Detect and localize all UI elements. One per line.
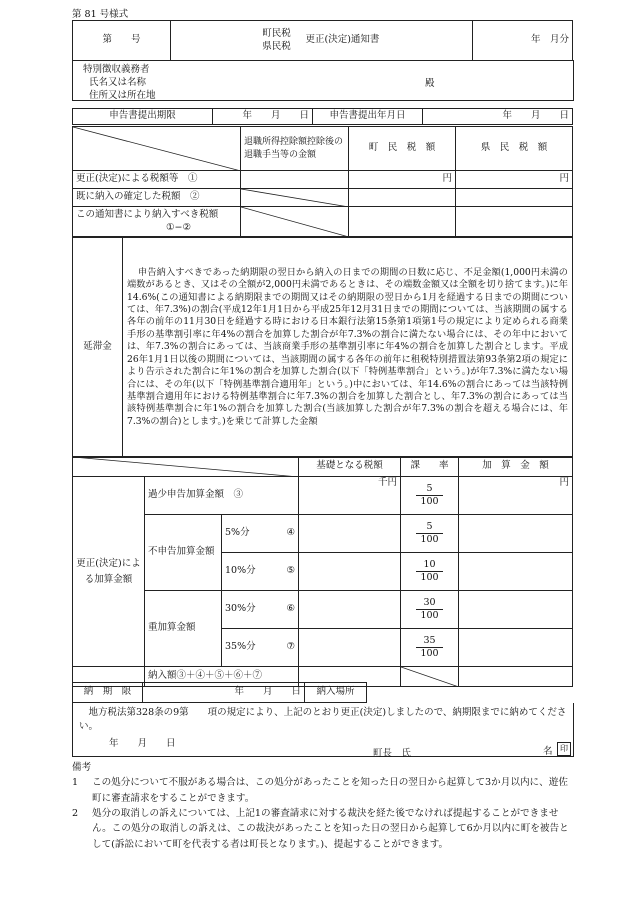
amount-row-label: この通知書により納入すべき税額 ①−② bbox=[73, 207, 241, 237]
surcharge-group-label: 更正(決定)による加算金額 bbox=[73, 477, 145, 667]
submitted-date-value: 年 月 日 bbox=[423, 109, 573, 125]
address-label: 住所又は所在地 bbox=[89, 90, 156, 101]
surcharge-table bbox=[72, 456, 572, 687]
rate-portion-label: 5%分 ④ bbox=[222, 515, 299, 553]
unit-thousand-yen: 千円 bbox=[299, 477, 401, 515]
under-reporting-label: 過少申告加算金額 ③ bbox=[145, 477, 299, 515]
unit-yen: 円 bbox=[456, 171, 573, 189]
document-title: 更正(決定)通知書 bbox=[303, 21, 473, 61]
remark-item: 2 処分の取消しの訴えについては、上記1の審査請求に対する裁決を経た後でなければ提起することができません。この処分の取消しの訴えは、この裁決があったことを知った日の翌日から起算して6か月以内に町を被告として(訴訟において町を代表する者は町長となります。)、提起することができます。 bbox=[72, 808, 569, 850]
filing-deadline-date: 年 月 日 bbox=[213, 109, 313, 125]
diagonal-line bbox=[241, 207, 349, 237]
surcharge-amount-header: 加 算 金 額 bbox=[459, 457, 573, 477]
unit-yen: 円 bbox=[459, 477, 573, 515]
heavy-surcharge-label: 重加算金額 bbox=[145, 591, 222, 667]
remarks-title: 備考 bbox=[72, 762, 92, 773]
filing-deadline-label: 申告書提出期限 bbox=[73, 109, 213, 125]
total-payment-label: 納入額③＋④＋⑤＋⑥＋⑦ bbox=[145, 667, 299, 687]
non-filing-label: 不申告加算金額 bbox=[145, 515, 222, 591]
remark-item: 1 この処分について不服がある場合は、この処分があったことを知った日の翌日から起算して3か月以内に、遊佐町に審査請求をすることができます。 bbox=[72, 777, 568, 804]
diagonal-line bbox=[241, 189, 349, 207]
rate-fraction: $\frac{35}{100}$ bbox=[401, 629, 459, 667]
rate-fraction: $\frac{10}{100}$ bbox=[401, 553, 459, 591]
diagonal-line bbox=[73, 457, 299, 477]
payment-row bbox=[72, 682, 572, 703]
rate-portion-label: 10%分 ⑤ bbox=[222, 553, 299, 591]
rate-header: 課 率 bbox=[401, 457, 459, 477]
filing-dates-row bbox=[72, 108, 572, 125]
rate-fraction: $\frac{5}{100}$ bbox=[401, 515, 459, 553]
form-number-label: 第 81 号様式 bbox=[72, 9, 129, 20]
amount-row-label: 既に納入の確定した税額 ② bbox=[73, 189, 241, 207]
name-suffix: 名 bbox=[543, 746, 553, 757]
rate-portion-label: 35%分 ⑦ bbox=[222, 629, 299, 667]
honorific: 殿 bbox=[425, 78, 435, 89]
tax-type-labels: 町民税 県民税 bbox=[251, 21, 303, 61]
submitted-date-label: 申告書提出年月日 bbox=[313, 109, 423, 125]
mayor-signature-label: 町長 氏 bbox=[373, 748, 412, 759]
notice-block bbox=[72, 703, 574, 757]
base-tax-header: 基礎となる税額 bbox=[299, 457, 401, 477]
notice-date: 年 月 日 bbox=[109, 738, 176, 749]
header-section bbox=[72, 20, 572, 61]
year-month-cell: 年 月分 bbox=[473, 21, 573, 61]
name-label: 氏名又は名称 bbox=[89, 77, 147, 88]
notice-number-cell: 第 号 bbox=[73, 21, 171, 61]
tax-amount-table bbox=[72, 126, 572, 237]
prefecture-tax-header: 県 民 税 額 bbox=[456, 127, 573, 171]
rate-fraction: $\frac{30}{100}$ bbox=[401, 591, 459, 629]
retirement-allowance-header: 退職所得控除額控除後の退職手当等の金額 bbox=[241, 127, 349, 171]
remarks-section bbox=[72, 760, 572, 852]
late-fee-label: 延滞金 bbox=[73, 238, 123, 458]
rate-fraction: $\frac{5}{100}$ bbox=[401, 477, 459, 515]
rate-portion-label: 30%分 ⑥ bbox=[222, 591, 299, 629]
notice-text: 地方税法第328条の9第 項の規定により、上記のとおり更正(決定)しましたので、納期限までに納めてください。 bbox=[79, 707, 567, 732]
seal-mark: 印 bbox=[557, 742, 571, 756]
recipient-block bbox=[72, 60, 574, 101]
payment-deadline-label: 納 期 限 bbox=[73, 683, 143, 703]
withholding-agent-label: 特別徴収義務者 bbox=[83, 64, 150, 75]
late-fee-section bbox=[72, 237, 572, 458]
diagonal-line bbox=[73, 127, 241, 171]
late-fee-text: 申告納入すべきであった納期限の翌日から納入の日までの期間の日数に応じ、不足金額(1,000円未満の端数があるとき、又はその全額が2,000円未満であるときは、その端数金額又は全額を切り捨てます。)に年14.6%(この通知書による納期限までの期間又はその納期限の翌日から1月を経過する日までの期間については、年7.3%)の割合(平成12年1月1日から平成25年12月31日までの期間については、当該期間の属する各年の前年の11月30日を経過する時における日本銀行法第15条第1項第1号の規定により定められる商業手形の基準割引率に年4%の割合を加算した割合が年7.3%の割合に満たない場合には、その年中においては、年7.3%の割合にあっては、当該商業手形の基準割引率に年4%の割合を加算した割合とします。平成26年1月1日以後の期間については、当該期間の属する各年の前年に租税特別措置法第93条第2項の規定により告示された割合に年1%の割合を加算した割合(以下「特例基準割合」という。)が年7.3%に満たない場合には、その年(以下「特例基準割合適用年」という。)中においては、年14.6%の割合にあっては当該特例基準割合適用年における特例基準割合に年7.3%の割合を加算した割合とし、年7.3%の割合にあっては当該特例基準割合に年1%の割合を加算した割合(当該加算した割合が年7.3%の割合を超える場合には、年7.3%の割合)とします。)を乗じて計算した金額 bbox=[123, 238, 573, 458]
town-tax-header: 町 民 税 額 bbox=[349, 127, 456, 171]
amount-row-label: 更正(決定)による税額等 ① bbox=[73, 171, 241, 189]
payment-place-label: 納入場所 bbox=[305, 683, 367, 703]
unit-yen: 円 bbox=[349, 171, 456, 189]
payment-deadline-date: 年 月 日 bbox=[143, 683, 305, 703]
